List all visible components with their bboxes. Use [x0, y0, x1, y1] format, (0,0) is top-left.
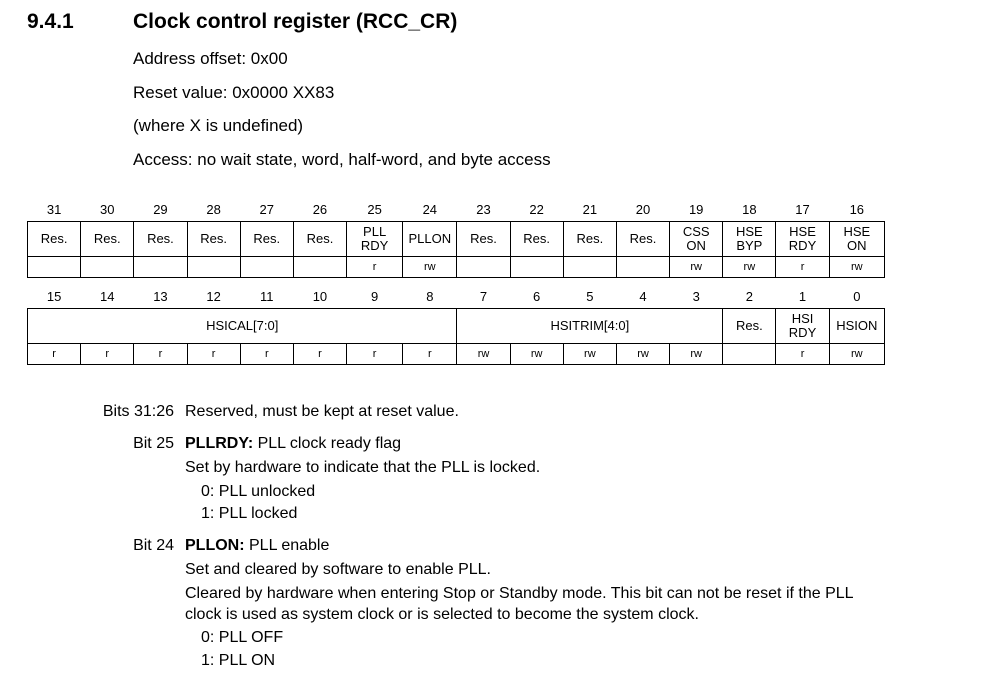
field-name-line2: RDY [788, 238, 817, 253]
bit-24-value-0: 0: PLL OFF [201, 629, 284, 646]
bit-number: 6 [533, 289, 541, 304]
bits-31-26-text: Reserved, must be kept at reset value. [185, 403, 459, 420]
bit-24-label: Bit 24 [133, 537, 174, 554]
field-name-line1: CSS [682, 224, 710, 239]
section-number: 9.4.1 [27, 10, 74, 33]
field-name-line1: PLL [363, 224, 387, 239]
address-offset: Address offset: 0x00 [133, 49, 288, 68]
lower-field-names [28, 309, 885, 344]
reset-note: (where X is undefined) [133, 116, 304, 135]
field-name-line2: ON [686, 238, 706, 253]
bit-25-desc: Set by hardware to indicate that the PLL is locked. [185, 459, 541, 476]
bit-25-heading [185, 435, 401, 453]
lower-bit-numbers [28, 286, 885, 309]
bit-number: 25 [367, 202, 382, 217]
lower-access-row [28, 344, 885, 365]
access-cell: r [347, 257, 403, 278]
bit-24-name: PLLON: [185, 537, 245, 554]
bit-25-label: Bit 25 [133, 435, 174, 452]
bit-number: 12 [206, 289, 221, 304]
field-name-line1: Res. [523, 231, 551, 246]
access-cell: rw [616, 344, 669, 365]
access-cell [457, 257, 510, 278]
field-name-line1: Res. [306, 231, 334, 246]
bit-25-name: PLLRDY: [185, 435, 254, 452]
field-name [187, 222, 240, 257]
bit-25-value-1: 1: PLL locked [201, 505, 298, 522]
field-name [134, 222, 187, 257]
field-name-line1: Res. [470, 231, 497, 246]
bit-number: 8 [426, 289, 434, 304]
access-cell: rw [829, 257, 884, 278]
bit-24-desc-3: clock is used as system clock or is selected to become the system clock. [185, 606, 699, 623]
access-cell: rw [457, 344, 510, 365]
field-name-line1: Res. [576, 231, 604, 246]
field-name [829, 222, 884, 257]
access-cell [510, 257, 563, 278]
field-hsitrim: HSITRIM[4:0] [457, 309, 723, 344]
bit-number: 27 [259, 202, 274, 217]
register-lower-table [27, 286, 885, 365]
access-cell [240, 257, 293, 278]
access-cell: rw [403, 257, 457, 278]
field-name [457, 222, 510, 257]
field-name [403, 222, 457, 257]
access-cell: r [403, 344, 457, 365]
section-title: Clock control register (RCC_CR) [133, 10, 458, 33]
bit-number: 29 [153, 202, 168, 217]
bit-number: 5 [586, 289, 594, 304]
bit-number: 18 [742, 202, 757, 217]
bit-24-value-1: 1: PLL ON [201, 652, 276, 669]
bits-31-26-label: Bits 31:26 [102, 403, 174, 420]
bit-number: 14 [100, 289, 115, 304]
bit-number: 3 [692, 289, 700, 304]
bit-number: 28 [206, 202, 221, 217]
bit-number: 9 [371, 289, 379, 304]
access-cell [134, 257, 187, 278]
field-name [28, 222, 81, 257]
bit-number: 19 [688, 202, 704, 217]
field-name-line1: Res. [629, 231, 657, 246]
access-cell: rw [670, 257, 723, 278]
access-info: Access: no wait state, word, half-word, and byte access [133, 150, 551, 169]
bit-number: 17 [795, 202, 810, 217]
field-name-line2: RDY [360, 238, 389, 253]
reset-value: Reset value: 0x0000 XX83 [133, 83, 335, 102]
bit-number: 2 [745, 289, 753, 304]
bit-number: 15 [46, 289, 62, 304]
access-cell: rw [723, 257, 776, 278]
bit-number: 20 [635, 202, 651, 217]
bit-number: 1 [798, 289, 807, 304]
bit-24-title: PLL enable [244, 537, 330, 554]
upper-bit-numbers [28, 199, 885, 222]
access-cell: r [776, 344, 829, 365]
register-upper-table [27, 199, 885, 278]
access-cell: rw [563, 344, 616, 365]
field-name [240, 222, 293, 257]
field-name-line2: ON [847, 238, 867, 253]
field-name [293, 222, 346, 257]
bit-number: 23 [476, 202, 491, 217]
field-reserved: Res. [723, 309, 776, 344]
bit-number: 22 [529, 202, 544, 217]
access-cell: rw [510, 344, 563, 365]
bit-number: 16 [849, 202, 865, 217]
bit-25-value-0: 0: PLL unlocked [201, 483, 316, 500]
bit-number: 11 [260, 289, 274, 304]
bit-number: 0 [853, 289, 861, 304]
access-cell: r [134, 344, 187, 365]
access-cell: r [187, 344, 240, 365]
field-hsirdy-line1: HSI [791, 311, 814, 326]
field-name [81, 222, 134, 257]
bit-number: 31 [46, 202, 62, 217]
bit-24-desc-1: Set and cleared by software to enable PLL. [185, 561, 491, 578]
bit-number: 10 [312, 289, 328, 304]
access-cell: rw [829, 344, 884, 365]
field-name [616, 222, 669, 257]
field-hsirdy [776, 309, 829, 344]
field-name [563, 222, 616, 257]
access-cell [723, 344, 776, 365]
access-cell: r [347, 344, 403, 365]
access-cell [563, 257, 616, 278]
field-name-line1: Res. [147, 231, 174, 246]
bit-number: 4 [639, 289, 647, 304]
field-name-line2: BYP [736, 238, 763, 253]
field-name-line1: PLLON [408, 231, 452, 246]
bit-number: 7 [479, 289, 488, 304]
bit-number: 21 [582, 202, 598, 217]
access-cell [616, 257, 669, 278]
field-name [347, 222, 403, 257]
bit-number: 24 [422, 202, 438, 217]
field-name-line1: Res. [253, 231, 281, 246]
field-name [510, 222, 563, 257]
access-cell: r [293, 344, 346, 365]
field-name [723, 222, 776, 257]
access-cell: r [28, 344, 81, 365]
access-cell [28, 257, 81, 278]
bit-number: 13 [153, 289, 168, 304]
field-hsirdy-line2: RDY [788, 325, 817, 340]
bit-25-title: PLL clock ready flag [253, 435, 402, 452]
field-name-line1: Res. [93, 231, 121, 246]
field-name [670, 222, 723, 257]
access-cell [293, 257, 346, 278]
access-cell: rw [670, 344, 723, 365]
bit-24-desc-2: Cleared by hardware when entering Stop or Standby mode. This bit can not be reset if the PLL [185, 585, 854, 602]
bit-number: 26 [312, 202, 328, 217]
field-name [776, 222, 829, 257]
field-name-line1: Res. [40, 231, 68, 246]
field-name-line1: HSE [735, 224, 763, 239]
access-cell: r [240, 344, 293, 365]
access-cell [187, 257, 240, 278]
bit-24-heading [185, 537, 329, 555]
bit-number: 30 [100, 202, 115, 217]
field-name-line1: HSE [843, 224, 871, 239]
upper-field-names [28, 222, 885, 257]
upper-access-row [28, 257, 885, 278]
field-hsion: HSION [829, 309, 884, 344]
access-cell [81, 257, 134, 278]
field-name-line1: HSE [789, 224, 816, 239]
access-cell: r [81, 344, 134, 365]
field-hsical: HSICAL[7:0] [28, 309, 457, 344]
field-name-line1: Res. [200, 231, 227, 246]
access-cell: r [776, 257, 829, 278]
